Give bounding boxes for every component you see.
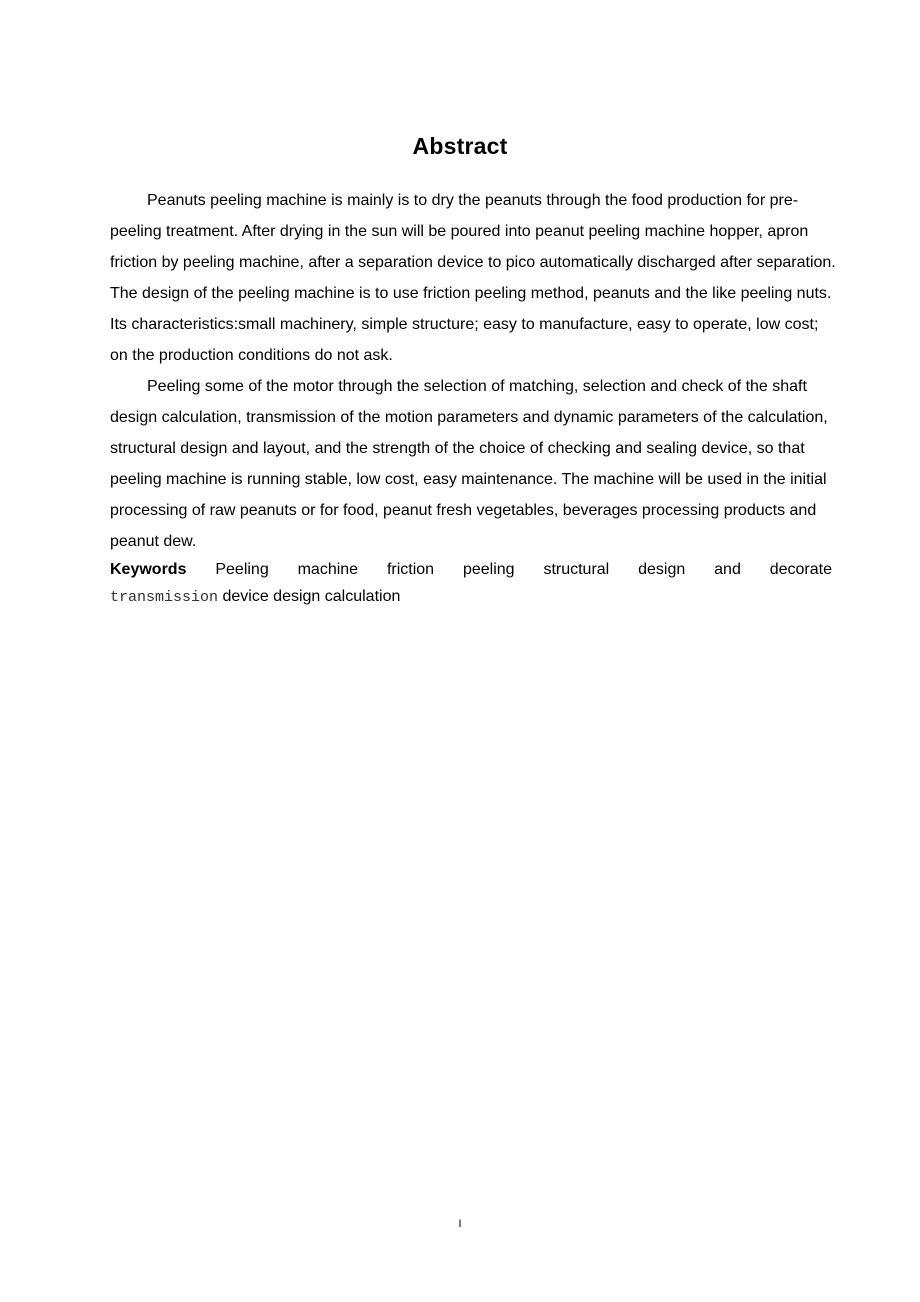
keyword-item: and <box>714 561 741 578</box>
abstract-title: Abstract <box>412 133 508 159</box>
abstract-paragraph-2: Peeling some of the motor through the selection of matching, selection and check of the shaft design calculation, transmission of the motion parameters and dynamic parameters of the calculation, structural design and layout, and the strength of the choice of checking and sealing device, so that peeling machine is running stable, low cost, easy maintenance. The machine will be used in the initial processing of raw peanuts or for food, peanut fresh vegetables, beverages processing products and peanut dew. <box>110 378 828 550</box>
keyword-item: friction <box>386 561 435 578</box>
keywords-label: Keywords <box>110 561 187 578</box>
abstract-paragraph-1: Peanuts peeling machine is mainly is to dry the peanuts through the food production for pre-peeling treatment. After drying in the sun will be poured into peanut peeling machine hopper, apron friction by peeling machine, after a separation device to pico automatically discharged after separation. The design of the peeling machine is to use friction peeling method, peanuts and the like peeling nuts. Its characteristics:small machinery, simple structure; easy to manufacture, easy to operate, low cost; on the production conditions do not ask. <box>110 192 836 364</box>
keyword-item: design <box>638 561 686 578</box>
keyword-rest: device design calculation <box>222 588 401 605</box>
keyword-item: Peeling <box>215 561 269 578</box>
keyword-item: decorate <box>769 561 832 578</box>
keyword-transmission: transmission <box>110 589 219 606</box>
keyword-item: structural <box>543 561 610 578</box>
keywords-line-1 <box>110 556 832 583</box>
keyword-item: peeling <box>462 561 515 578</box>
keywords-block <box>110 556 832 611</box>
keyword-item: machine <box>297 561 359 578</box>
page-number: I <box>458 1218 462 1230</box>
keywords-line-2 <box>110 583 832 611</box>
abstract-body <box>110 185 838 557</box>
